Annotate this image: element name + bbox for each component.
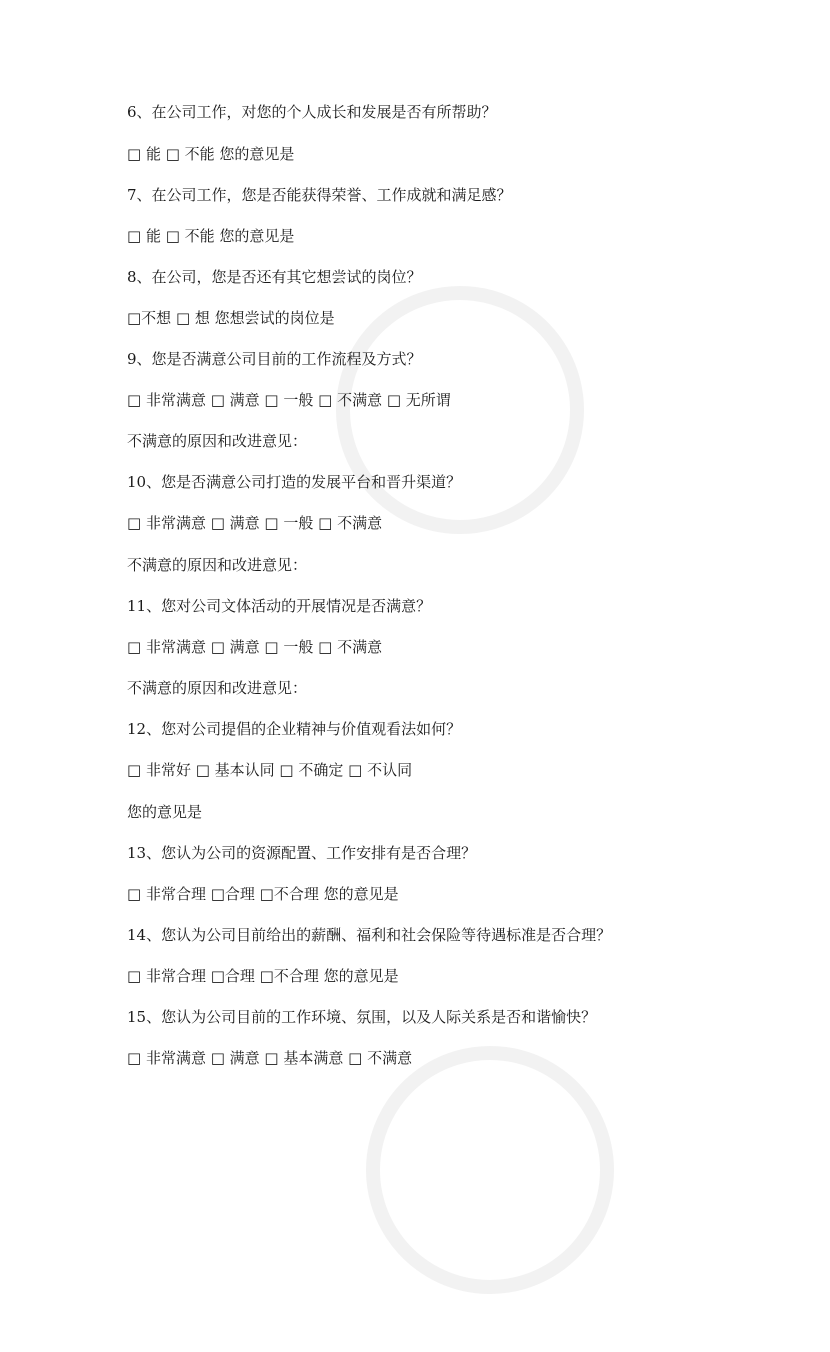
- answer-options-12: □ 非常好 □ 基本认同 □ 不确定 □ 不认同: [127, 761, 413, 779]
- feedback-prompt-11: 不满意的原因和改进意见：: [127, 679, 308, 697]
- answer-options-9: □ 非常满意 □ 满意 □ 一般 □ 不满意 □ 无所谓: [127, 391, 451, 409]
- feedback-prompt-10: 不满意的原因和改进意见：: [127, 556, 308, 574]
- answer-options-11: □ 非常满意 □ 满意 □ 一般 □ 不满意: [127, 638, 383, 656]
- question-11: 11、您对公司文体活动的开展情况是否满意？: [127, 597, 432, 615]
- question-6: 6、在公司工作，对您的个人成长和发展是否有所帮助？: [127, 103, 497, 121]
- answer-options-15: □ 非常满意 □ 满意 □ 基本满意 □ 不满意: [127, 1049, 413, 1067]
- answer-options-6: □ 能 □ 不能 您的意见是: [127, 145, 295, 163]
- answer-options-8: □不想 □ 想 您想尝试的岗位是: [127, 309, 335, 327]
- watermark-logo: [308, 988, 673, 1352]
- question-8: 8、在公司，您是否还有其它想尝试的岗位？: [127, 268, 422, 286]
- question-14: 14、您认为公司目前给出的薪酬、福利和社会保险等待遇标准是否合理？: [127, 926, 612, 944]
- question-10: 10、您是否满意公司打造的发展平台和晋升渠道？: [127, 473, 462, 491]
- feedback-prompt-12: 您的意见是: [127, 803, 203, 821]
- question-15: 15、您认为公司目前的工作环境、氛围，以及人际关系是否和谐愉快？: [127, 1008, 597, 1026]
- answer-options-7: □ 能 □ 不能 您的意见是: [127, 227, 295, 245]
- feedback-prompt-9: 不满意的原因和改进意见：: [127, 432, 308, 450]
- answer-options-13: □ 非常合理 □合理 □不合理 您的意见是: [127, 885, 399, 903]
- question-12: 12、您对公司提倡的企业精神与价值观看法如何？: [127, 720, 462, 738]
- question-7: 7、在公司工作，您是否能获得荣誉、工作成就和满足感？: [127, 186, 512, 204]
- answer-options-14: □ 非常合理 □合理 □不合理 您的意见是: [127, 967, 399, 985]
- question-9: 9、您是否满意公司目前的工作流程及方式？: [127, 350, 422, 368]
- answer-options-10: □ 非常满意 □ 满意 □ 一般 □ 不满意: [127, 514, 383, 532]
- question-13: 13、您认为公司的资源配置、工作安排有是否合理？: [127, 844, 477, 862]
